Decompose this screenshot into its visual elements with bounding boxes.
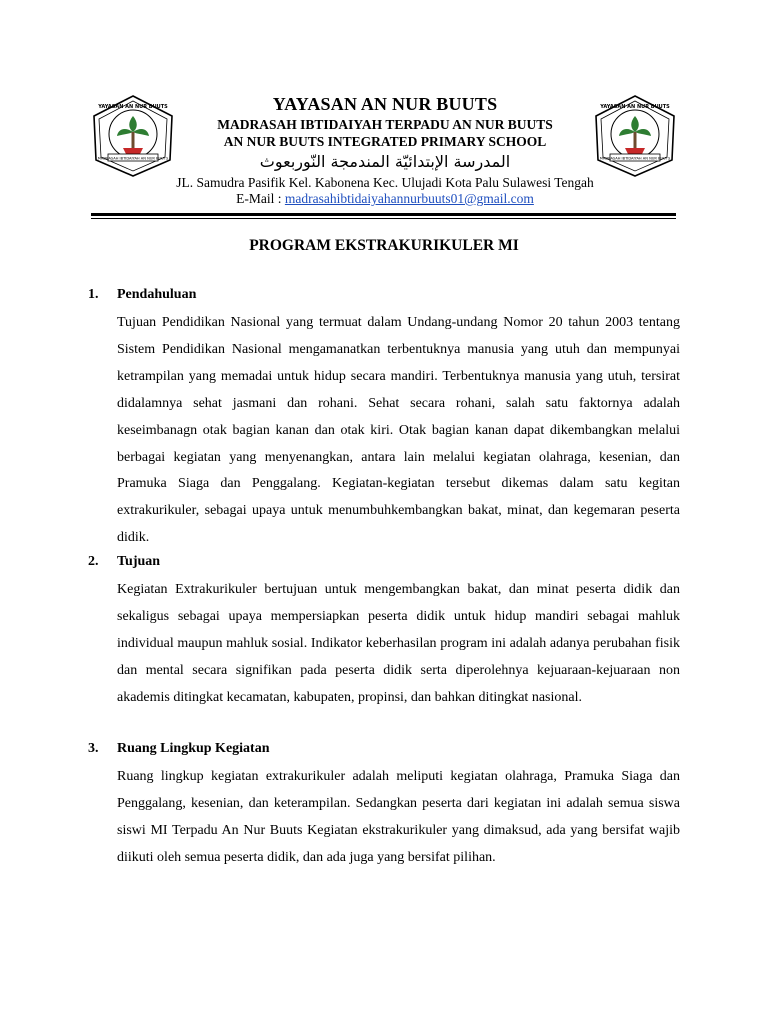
school-address: JL. Samudra Pasifik Kel. Kabonena Kec. Ulujadi Kota Palu Sulawesi Tengah [176, 175, 594, 190]
section-tujuan [88, 552, 680, 712]
letterhead-divider-thick [91, 213, 676, 216]
section-heading [88, 552, 680, 572]
letterhead-text [150, 92, 620, 207]
section-number: 3. [88, 741, 99, 756]
section-paragraph: Tujuan Pendidikan Nasional yang termuat dalam Undang-undang Nomor 20 tahun 2003 tentang Sistem Pendidikan Nasional mengamanatkan terbentuknya manusia yang utuh dan mempunyai ketrampilan yang memadai untuk hidup secara mandiri. Terbentuknya manusia yang utuh, tersirat didalamnya sehat jasmani dan rohani. Sehat secara rohani, salah satu faktornya adalah keseimbanagn otak bagian kanan dan otak kiri. Otak bagian kanan dapat dikembangkan melalui berbagai kegiatan yang menyenangkan, antara lain melalui kegiatan olahraga, kesenian, dan Pramuka Siaga dan Penggalang. Kegiatan-kegiatan tersebut dikemas dalam satu kegitan extrakurikuler, sebagai upaya untuk menumbuhkembangkan bakat, minat, dan kegemaran peserta didik. [117, 315, 680, 546]
school-name-arabic: المدرسة الإبتدائيّة المندمجة النّوربعوث [259, 152, 511, 171]
section-number: 1. [88, 287, 99, 302]
section-title: Pendahuluan [117, 287, 197, 302]
section-heading [88, 739, 680, 759]
section-heading [88, 285, 680, 305]
email-link[interactable]: madrasahibtidaiyahannurbuuts01@gmail.com [284, 191, 534, 206]
foundation-name: YAYASAN AN NUR BUUTS [272, 94, 498, 114]
letterhead [90, 92, 680, 220]
school-name-english: AN NUR BUUTS INTEGRATED PRIMARY SCHOOL [223, 134, 547, 149]
section-number: 2. [88, 554, 99, 569]
logo-banner-text: MADRASAH IBTIDAIYAH AN NUR BUUTS [97, 156, 169, 161]
logo-banner-text: MADRASAH IBTIDAIYAH AN NUR BUUTS [599, 156, 671, 161]
school-email-line [150, 191, 620, 207]
section-title: Tujuan [117, 554, 161, 569]
school-logo-right [592, 94, 678, 178]
email-label: E-Mail : [236, 191, 285, 206]
logo-ring-text: YAYASAN AN NUR BUUTS [98, 104, 168, 110]
document-title: PROGRAM EKSTRAKURIKULER MI [249, 237, 519, 254]
letterhead-divider-thin [91, 218, 676, 219]
section-paragraph: Kegiatan Extrakurikuler bertujuan untuk mengembangkan bakat, dan minat peserta didik dan sekaligus sebagai upaya mempersiapkan peserta didik untuk hidup mandiri sebagai mahluk individual maupun mahluk sosial. Indikator keberhasilan program ini adalah adanya perubahan fisik dan mental secara signifikan pada peserta didik serta diperolehnya kejuaraan-kejuaraan non akademis ditingkat kecamatan, kabupaten, propinsi, dan bahkan ditingkat nasional. [117, 582, 680, 705]
section-ruang-lingkup [88, 739, 680, 872]
section-title: Ruang Lingkup Kegiatan [117, 741, 270, 756]
logo-ring-text: YAYASAN AN NUR BUUTS [600, 104, 670, 110]
section-pendahuluan [88, 285, 680, 552]
school-name: MADRASAH IBTIDAIYAH TERPADU AN NUR BUUTS [217, 117, 553, 132]
section-paragraph: Ruang lingkup kegiatan extrakurikuler adalah meliputi kegiatan olahraga, Pramuka Siaga dan Penggalang, kesenian, dan keterampilan. Sedangkan peserta dari kegiatan ini adalah semua siswa siswi MI Terpadu An Nur Buuts Kegiatan ekstrakurikuler yang dimaksud, ada yang bersifat wajib diikuti oleh semua peserta didik, dan ada juga yang bersifat pilihan. [117, 769, 680, 865]
